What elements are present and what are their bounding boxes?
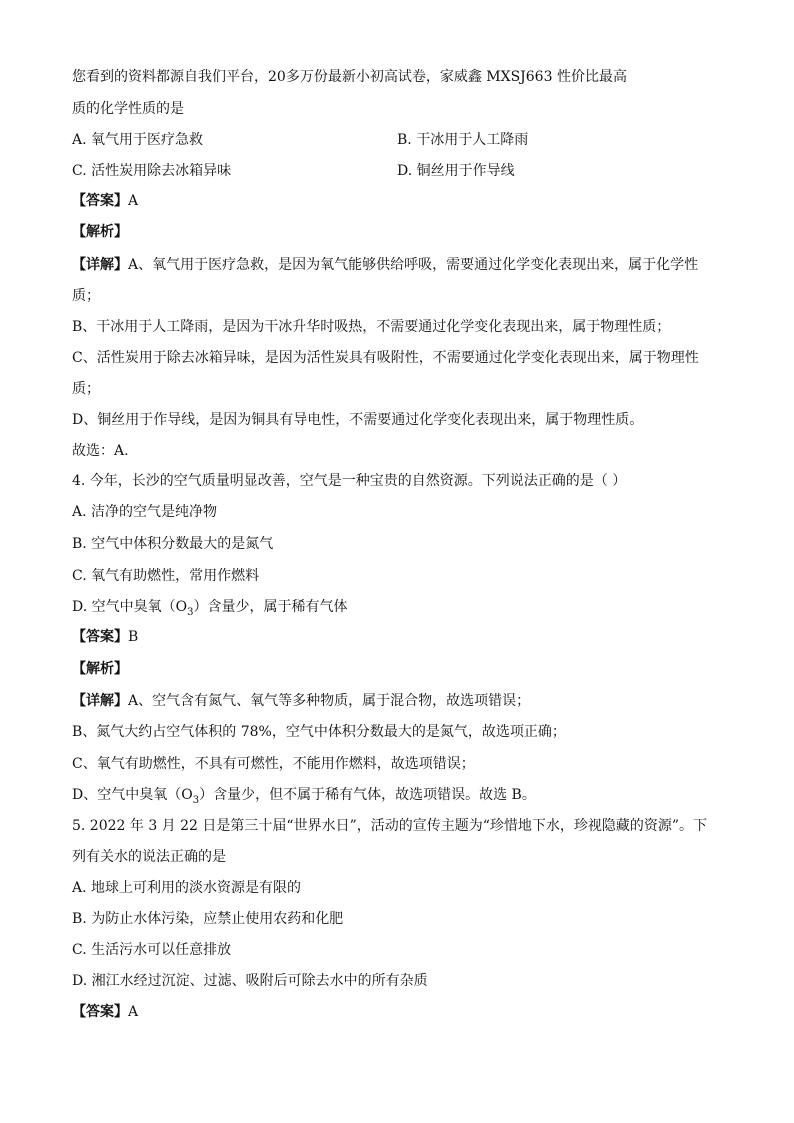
q5-option-c: C. 生活污水可以任意排放 [72, 942, 232, 958]
q3-answer-label: 【答案】 [72, 193, 128, 209]
q3-conclusion: 故选：A. [72, 443, 129, 459]
q4-detail-line-4-subscript: 3 [192, 794, 200, 806]
q3-detail-line-5: 质； [72, 381, 100, 397]
q5-answer-value: A [128, 1004, 139, 1020]
q4-detail-label: 【详解】 [72, 693, 128, 709]
q4-option-d-subscript: 3 [187, 606, 194, 618]
q4-option-d-pre: D. 空气中臭氧（O [72, 599, 188, 615]
q5-stem-line-2: 列有关水的说法正确的是 [72, 849, 226, 865]
q3-stem-tail: 质的化学性质的是 [72, 101, 184, 117]
q3-detail-label: 【详解】 [72, 257, 128, 273]
q4-detail-line-3: C、氧气有助燃性，不具有可燃性，不能用作燃料，故选项错误； [72, 756, 475, 772]
q3-option-c: C. 活性炭用除去冰箱异味 [72, 163, 232, 179]
q5-option-d: D. 湘江水经过沉淀、过滤、吸附后可除去水中的所有杂质 [72, 973, 428, 989]
q4-detail-text-1: A、空气含有氮气、氧气等多种物质，属于混合物，故选项错误； [128, 693, 531, 709]
q3-detail-line-2: 质； [72, 288, 100, 304]
q4-answer-line [72, 628, 138, 646]
q5-option-a: A. 地球上可利用的淡水资源是有限的 [72, 880, 302, 896]
q3-analysis-line [72, 223, 128, 241]
header-promo-text: 您看到的资料都源自我们平台，20多万份最新小初高试卷，家威鑫 MXSJ663 性价比最高 [72, 69, 627, 85]
q4-analysis-label: 【解析】 [72, 661, 128, 677]
q4-detail-line-4-post: ）含量少，但不属于稀有气体，故选项错误。故选 B。 [199, 787, 536, 803]
q4-answer-value: B [128, 629, 139, 645]
q4-option-d-post: ）含量少，属于稀有气体 [193, 599, 348, 615]
q4-analysis-line [72, 660, 128, 678]
q4-answer-label: 【答案】 [72, 629, 128, 645]
q4-detail-line-1 [72, 692, 530, 710]
q5-option-b: B. 为防止水体污染，应禁止使用农药和化肥 [72, 911, 344, 927]
q3-option-a: A. 氧气用于医疗急救 [72, 132, 204, 148]
q5-answer-line [72, 1003, 138, 1021]
q4-detail-line-2: B、氮气大约占空气体积的 78%，空气中体积分数最大的是氮气，故选项正确； [72, 724, 566, 740]
q5-answer-label: 【答案】 [72, 1004, 128, 1020]
q3-option-d: D. 铜丝用于作导线 [397, 163, 515, 179]
q4-option-c: C. 氧气有助燃性，常用作燃料 [72, 568, 260, 584]
q4-option-d [72, 598, 347, 616]
q3-answer-line [72, 192, 138, 210]
q4-detail-line-4-pre: D、空气中臭氧（O [72, 787, 193, 803]
q4-stem: 4. 今年，长沙的空气质量明显改善，空气是一种宝贵的自然资源。下列说法正确的是（ ） [72, 473, 627, 489]
q5-stem-line-1: 5. 2022 年 3 月 22 日是第三十届“世界水日”，活动的宣传主题为“珍惜地下水，珍视隐藏的资源”。下 [72, 818, 708, 834]
q3-analysis-label: 【解析】 [72, 224, 128, 240]
q4-option-b: B. 空气中体积分数最大的是氮气 [72, 536, 274, 552]
q3-detail-line-3: B、干冰用于人工降雨，是因为干冰升华时吸热，不需要通过化学变化表现出来，属于物理性质； [72, 319, 671, 335]
q3-detail-line-1 [72, 256, 698, 274]
q4-option-a: A. 洁净的空气是纯净物 [72, 504, 218, 520]
q3-detail-line-6: D、铜丝用于作导线，是因为铜具有导电性，不需要通过化学变化表现出来，属于物理性质。 [72, 412, 644, 428]
q3-detail-line-4: C、活性炭用于除去冰箱异味，是因为活性炭具有吸附性，不需要通过化学变化表现出来，属于物理性 [72, 350, 699, 366]
q4-detail-line-4 [72, 786, 536, 804]
q3-option-b: B. 干冰用于人工降雨 [397, 132, 529, 148]
q3-detail-text-1: A、氧气用于医疗急救，是因为氧气能够供给呼吸，需要通过化学变化表现出来，属于化学性 [128, 257, 699, 273]
q3-answer-value: A [128, 193, 139, 209]
